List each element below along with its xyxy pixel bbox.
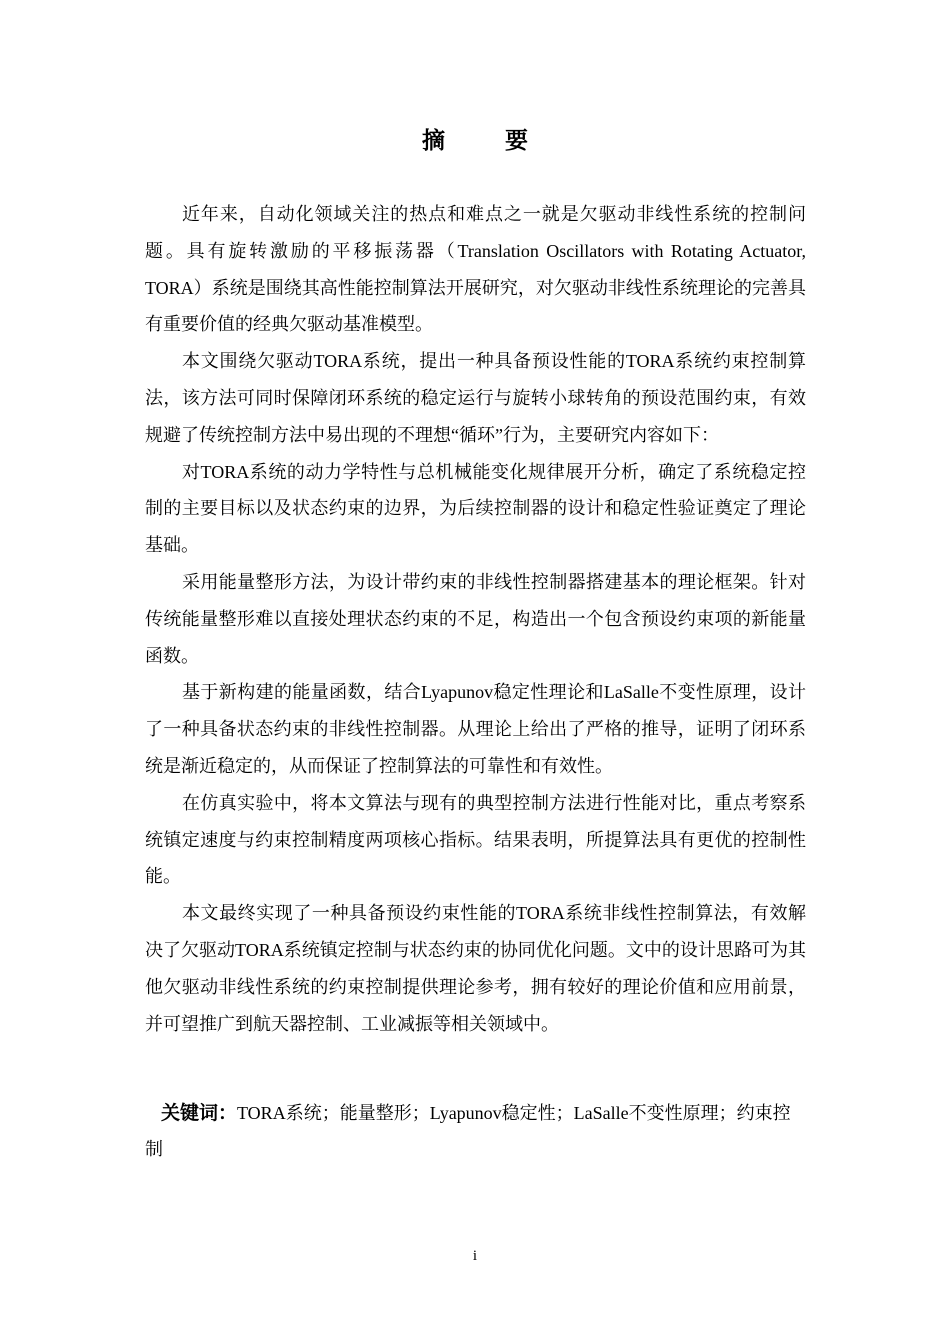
paragraph-energy-shaping: 采用能量整形方法，为设计带约束的非线性控制器搭建基本的理论框架。针对传统能量整形难以直接处理状态约束的不足，构造出一个包含预设约束项的新能量函数。 <box>145 571 806 666</box>
paragraph-simulation: 在仿真实验中，将本文算法与现有的典型控制方法进行性能对比，重点考察系统镇定速度与约束控制精度两项核心指标。结果表明，所提算法具有更优的控制性能。 <box>145 792 806 887</box>
paragraph-intro: 近年来，自动化领域关注的热点和难点之一就是欠驱动非线性系统的控制问题。具有旋转激励的平移振荡器（Translation Oscillators with Rotating Actuator, TORA）系统是围绕其高性能控制算法开展研究，对欠驱动非线性系统理论的完善具有重要价值的经典欠驱动基准模型。 <box>145 204 806 335</box>
paragraph-analysis: 对TORA系统的动力学特性与总机械能变化规律展开分析，确定了系统稳定控制的主要目标以及状态约束的边界，为后续控制器的设计和稳定性验证奠定了理论基础。 <box>145 461 806 556</box>
keywords-list: TORA系统；能量整形；Lyapunov稳定性；LaSalle不变性原理；约束控制 <box>145 1103 791 1159</box>
abstract-body <box>145 196 806 1042</box>
paragraph-conclusion: 本文最终实现了一种具备预设约束性能的TORA系统非线性控制算法，有效解决了欠驱动TORA系统镇定控制与状态约束的协同优化问题。文中的设计思路可为其他欠驱动非线性系统的约束控制提供理论参考，拥有较好的理论价值和应用前景，并可望推广到航天器控制、工业减振等相关领域中。 <box>145 903 806 1034</box>
abstract-title: 摘 要 <box>421 128 554 154</box>
page-number: i <box>472 1248 478 1264</box>
paragraph-controller-design: 基于新构建的能量函数，结合Lyapunov稳定性理论和LaSalle不变性原理，设计了一种具备状态约束的非线性控制器。从理论上给出了严格的推导，证明了闭环系统是渐近稳定的，从而保证了控制算法的可靠性和有效性。 <box>145 682 806 776</box>
paragraph-approach: 本文围绕欠驱动TORA系统，提出一种具备预设性能的TORA系统约束控制算法，该方法可同时保障闭环系统的稳定运行与旋转小球转角的预设范围约束，有效规避了传统控制方法中易出现的不理想“循环”行为，主要研究内容如下： <box>145 351 806 445</box>
keywords-label: 关键词： <box>161 1102 238 1124</box>
keywords-section <box>145 1095 806 1167</box>
